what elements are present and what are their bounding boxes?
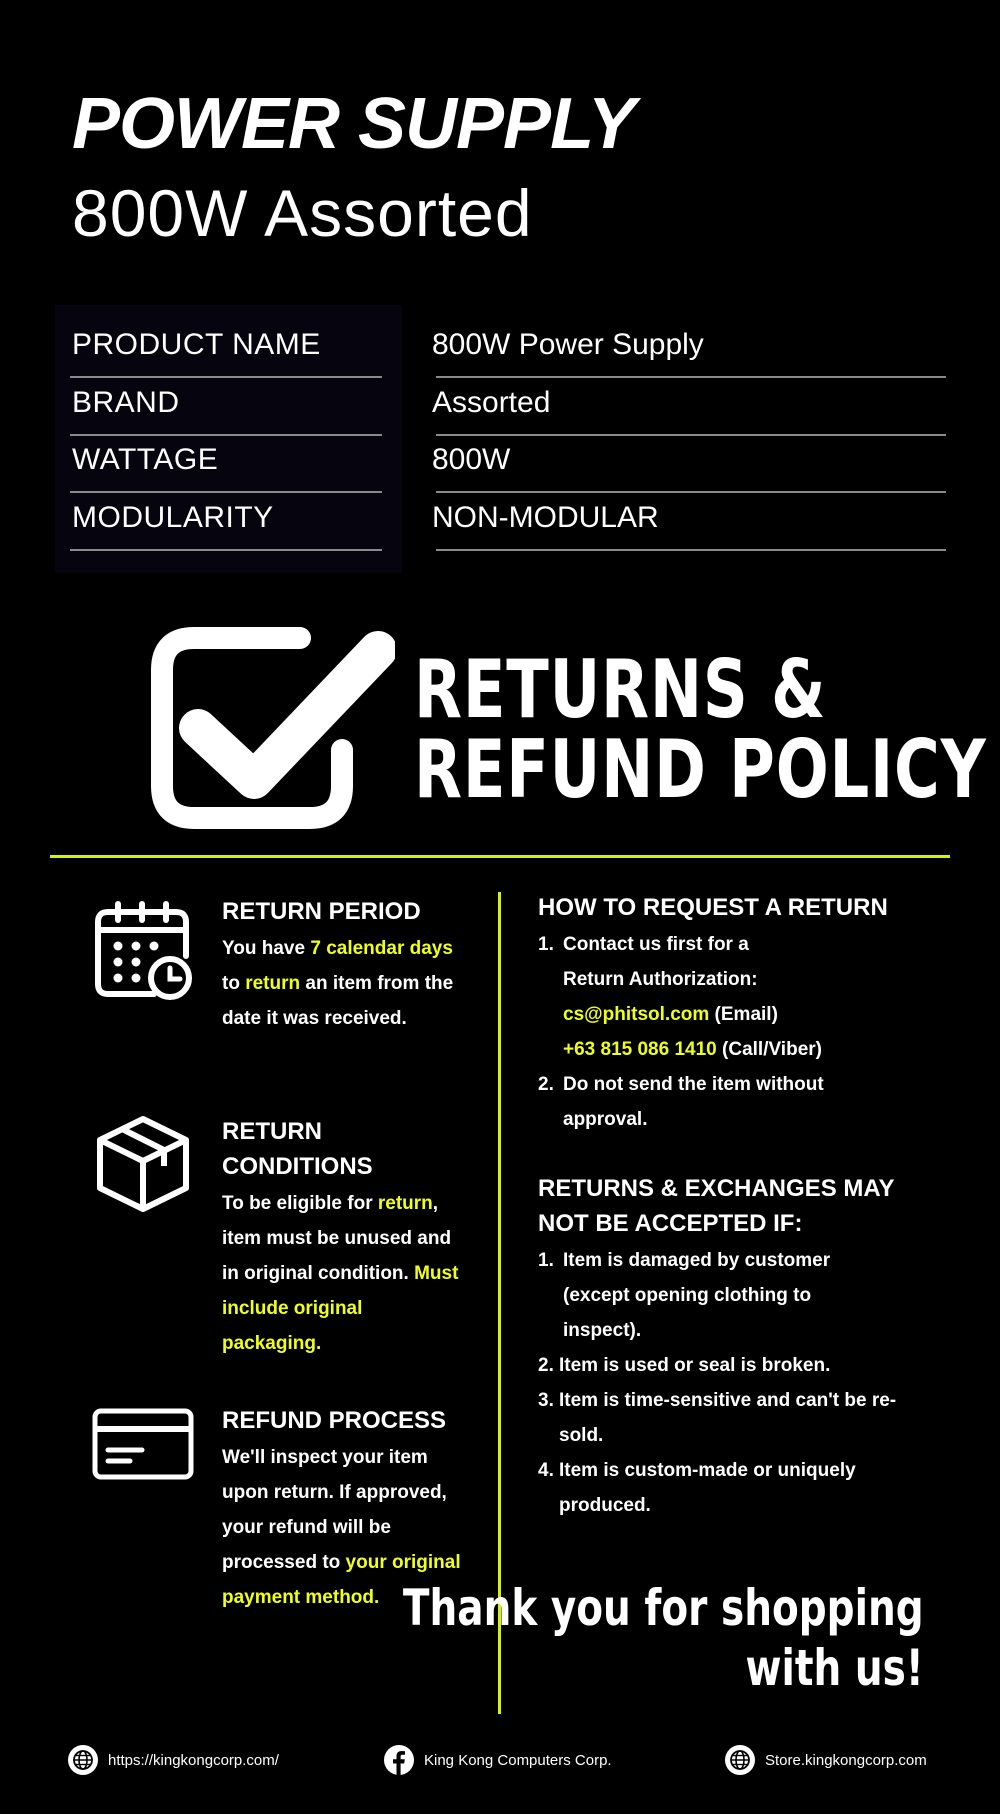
spec-row-product-name bbox=[70, 306, 946, 364]
how-to-list bbox=[538, 927, 938, 1137]
not-accepted-heading bbox=[538, 1171, 938, 1241]
text-span: (Call/Viber) bbox=[716, 1039, 822, 1060]
heading-line: RETURNS & EXCHANGES MAY bbox=[538, 1175, 895, 1202]
highlight-span: return bbox=[377, 1193, 433, 1214]
calendar-clock-icon bbox=[92, 900, 194, 1002]
spec-label: WATTAGE bbox=[72, 443, 219, 476]
highlight-span: return bbox=[245, 973, 301, 994]
checkbox-check-icon bbox=[150, 620, 395, 830]
footer-facebook-text: King Kong Computers Corp. bbox=[424, 1751, 612, 1769]
list-text: Item is used or seal is broken. bbox=[559, 1355, 831, 1376]
contact-email-line bbox=[563, 997, 938, 1032]
highlight-span: 7 calendar days bbox=[310, 938, 453, 959]
footer-store-link[interactable] bbox=[725, 1745, 927, 1775]
list-number: 4. bbox=[538, 1460, 554, 1481]
text-span: , item must be unused and in original condition. bbox=[222, 1193, 452, 1284]
return-conditions-text bbox=[222, 1186, 462, 1361]
credit-card-icon bbox=[92, 1408, 194, 1480]
list-item bbox=[538, 1067, 938, 1137]
list-item bbox=[538, 927, 938, 1067]
spec-value: NON-MODULAR bbox=[432, 501, 659, 534]
list-number: 3. bbox=[538, 1390, 554, 1411]
return-period-text bbox=[222, 931, 462, 1036]
footer-store-text: Store.kingkongcorp.com bbox=[765, 1751, 927, 1769]
phone-link[interactable]: +63 815 086 1410 bbox=[563, 1039, 717, 1060]
footer-website-link[interactable] bbox=[68, 1745, 279, 1775]
spec-row-brand bbox=[70, 364, 946, 422]
spec-row-modularity bbox=[70, 479, 946, 537]
spec-divider bbox=[436, 549, 946, 551]
text-span: To be eligible for bbox=[222, 1193, 378, 1214]
heading-line: CONDITIONS bbox=[222, 1153, 373, 1180]
thanks-line: Thank you for shopping bbox=[403, 1579, 924, 1637]
policy-title-line: RETURNS & bbox=[414, 643, 827, 736]
spec-value: Assorted bbox=[432, 386, 551, 419]
spec-label: BRAND bbox=[72, 386, 180, 419]
heading-line: RETURN bbox=[222, 1118, 322, 1145]
globe-icon bbox=[68, 1745, 98, 1775]
list-text: Item is custom-made or uniquely produced. bbox=[559, 1460, 856, 1516]
not-accepted-list bbox=[538, 1243, 938, 1523]
return-conditions-heading bbox=[222, 1114, 373, 1184]
list-line: Contact us first for a bbox=[563, 934, 749, 955]
email-link[interactable]: cs@phitsol.com bbox=[563, 1004, 710, 1025]
spec-label: PRODUCT NAME bbox=[72, 328, 321, 361]
list-item bbox=[538, 1383, 938, 1453]
list-item bbox=[538, 1243, 938, 1348]
list-item bbox=[538, 1348, 938, 1383]
thank-you-message bbox=[403, 1578, 924, 1698]
text-span: We'll inspect your item upon return. If approved, your refund will be processed to bbox=[222, 1447, 447, 1573]
heading-line: NOT BE ACCEPTED IF: bbox=[538, 1210, 803, 1237]
return-period-heading: RETURN PERIOD bbox=[222, 898, 421, 925]
page-title: POWER SUPPLY bbox=[72, 84, 635, 164]
footer-facebook-link[interactable] bbox=[384, 1745, 612, 1775]
globe-icon bbox=[725, 1745, 755, 1775]
spec-divider bbox=[70, 549, 382, 551]
list-line: Return Authorization: bbox=[563, 969, 758, 990]
refund-process-heading: REFUND PROCESS bbox=[222, 1407, 447, 1434]
list-item bbox=[538, 1453, 938, 1523]
spec-row-wattage bbox=[70, 421, 946, 479]
list-number: 2. bbox=[538, 1074, 554, 1095]
text-span: an item from the date it was received. bbox=[222, 973, 454, 1029]
spec-label: MODULARITY bbox=[72, 501, 274, 534]
policy-title bbox=[414, 643, 987, 816]
policy-title-line: REFUND POLICY bbox=[414, 723, 987, 816]
text-span: You have bbox=[222, 938, 311, 959]
accent-divider bbox=[50, 855, 950, 858]
spec-value: 800W Power Supply bbox=[432, 328, 704, 361]
list-text: Item is time-sensitive and can't be re-sold. bbox=[559, 1390, 897, 1446]
footer-website-text: https://kingkongcorp.com/ bbox=[108, 1751, 279, 1769]
list-number: 1. bbox=[538, 934, 554, 955]
facebook-icon bbox=[384, 1745, 414, 1775]
list-text: Item is damaged by customer (except opening clothing to inspect). bbox=[563, 1250, 831, 1341]
page-subtitle: 800W Assorted bbox=[72, 176, 533, 250]
spec-value: 800W bbox=[432, 443, 511, 476]
package-box-icon bbox=[94, 1114, 192, 1214]
list-number: 2. bbox=[538, 1355, 554, 1376]
list-number: 1. bbox=[538, 1250, 554, 1271]
list-text: Do not send the item without approval. bbox=[563, 1074, 824, 1130]
text-span: (Email) bbox=[709, 1004, 778, 1025]
text-span: to bbox=[222, 973, 246, 994]
thanks-line: with us! bbox=[745, 1639, 924, 1697]
list-text bbox=[563, 927, 938, 1067]
highlight-span: your original payment method. bbox=[222, 1552, 461, 1608]
how-to-heading: HOW TO REQUEST A RETURN bbox=[538, 894, 888, 921]
contact-phone-line bbox=[563, 1032, 938, 1067]
highlight-span: Must include original packaging. bbox=[222, 1263, 459, 1354]
